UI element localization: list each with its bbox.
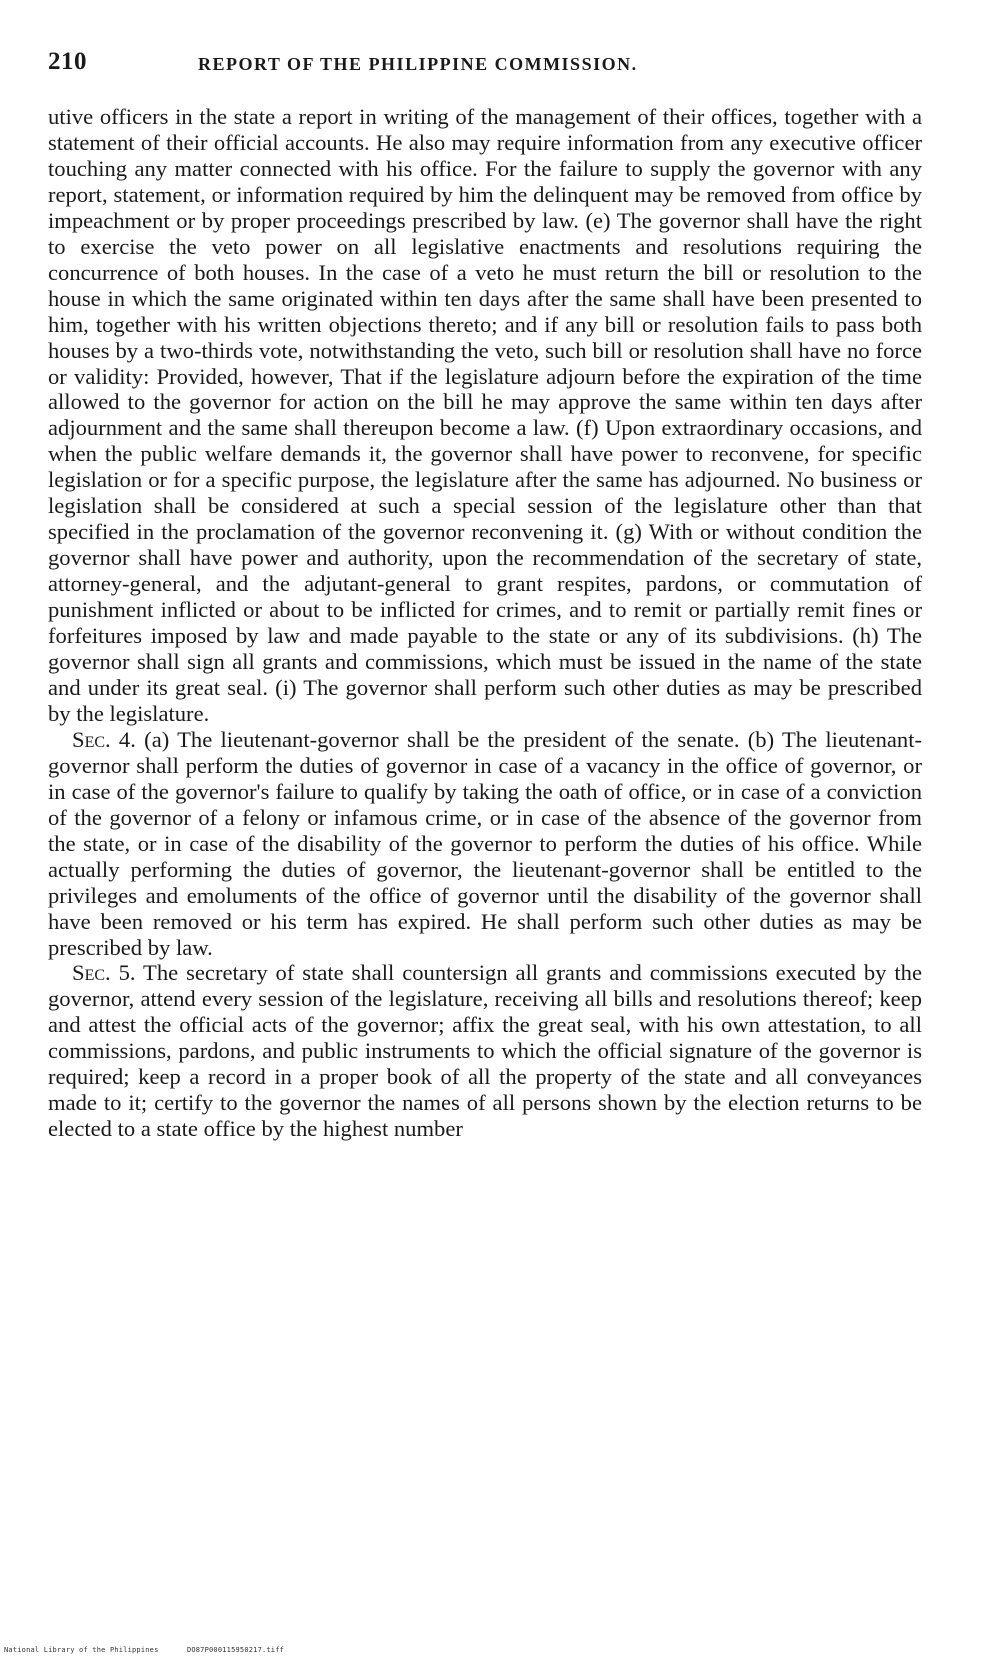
paragraph-text: utive officers in the state a report in writing of the management of their offices, together with a statement of their official accounts. He also may require information from any executive officer touching any matter connected with his office. For the failure to supply the governor with any report, statement, or information required by him the delinquent may be removed from office by impeachment or by proper proceedings prescribed by law. (e) The governor shall have the right to exercise the veto power on all legislative enactments and resolutions requiring the concurrence of both houses. In the case of a veto he must return the bill or resolution to the house in which the same originated within ten days after the same shall have been presented to him, together with his written objections thereto; and if any bill or resolution fails to pass both houses by a two-thirds vote, notwithstanding the veto, such bill or resolution shall have no force or validity: Provided, however, That if the legislature adjourn before the expiration of the time allowed to the governor for action on the bill he may approve the same within ten days after adjournment and the same shall thereupon become a law. (f) Upon extraordinary occasions, and when the public welfare demands it, the governor shall have power to reconvene, for specific legislation or for a specific purpose, the legislature after the same has adjourned. No business or legislation shall be considered at such a special session of the legislature other than that specified in the proclamation of the governor reconvening it. (g) With or without condition the governor shall have power and authority, upon the recommendation of the secretary of state, attorney-general, and the adjutant-general to grant respites, pardons, or commutation of punishment inflicted or about to be inflicted for crimes, and to remit or partially remit fines or forfeitures imposed by law and made payable to the state or any of its subdivisions. (h) The governor shall sign all grants and commissions, which must be issued in the name of the state and under its great seal. (i) The governor shall perform such other duties as may be prescribed by the legislature. bbox=[48, 104, 922, 726]
paragraph-text: The secretary of state shall countersign all grants and commissions executed by the governor, attend every session of the legislature, receiving all bills and resolutions thereof; keep and attest the official acts of the governor; affix the great seal, with his own attestation, to all commissions, pardons, and public instruments to which the official signature of the governor is required; keep a record in a proper book of all the property of the state and all conveyances made to it; certify to the governor the names of all persons shown by the election returns to be elected to a state office by the highest number bbox=[48, 960, 922, 1142]
section-label: Sec. 4. bbox=[72, 726, 136, 752]
page-number: 210 bbox=[48, 48, 87, 75]
scan-footer bbox=[4, 1646, 284, 1654]
footer-library: National Library of the Philippines bbox=[4, 1646, 159, 1654]
paragraph-section-4 bbox=[48, 727, 922, 961]
running-title: REPORT OF THE PHILIPPINE COMMISSION. bbox=[198, 54, 638, 74]
footer-file-id: DO87P000115950217.tiff bbox=[186, 1646, 285, 1654]
section-label: Sec. 5. bbox=[72, 960, 136, 986]
paragraph-text: (a) The lieutenant-governor shall be the president of the senate. (b) The lieutenant-governor shall perform the duties of governor in case of a vacancy in the office of governor, or in case of the governor's failure to qualify by taking the oath of office, or in case of a conviction of the governor of a felony or infamous crime, or in case of the absence of the governor from the state, or in case of the disability of the governor to perform the duties of his office. While actually performing the duties of governor, the lieutenant-governor shall be entitled to the privileges and emoluments of the office of governor until the disability of the governor shall have been removed or his term has expired. He shall perform such other duties as may be prescribed by law. bbox=[48, 726, 922, 960]
paragraph-continuation bbox=[48, 104, 922, 727]
body-text bbox=[48, 104, 922, 1142]
paragraph-section-5 bbox=[48, 960, 922, 1142]
page-header bbox=[48, 48, 922, 80]
